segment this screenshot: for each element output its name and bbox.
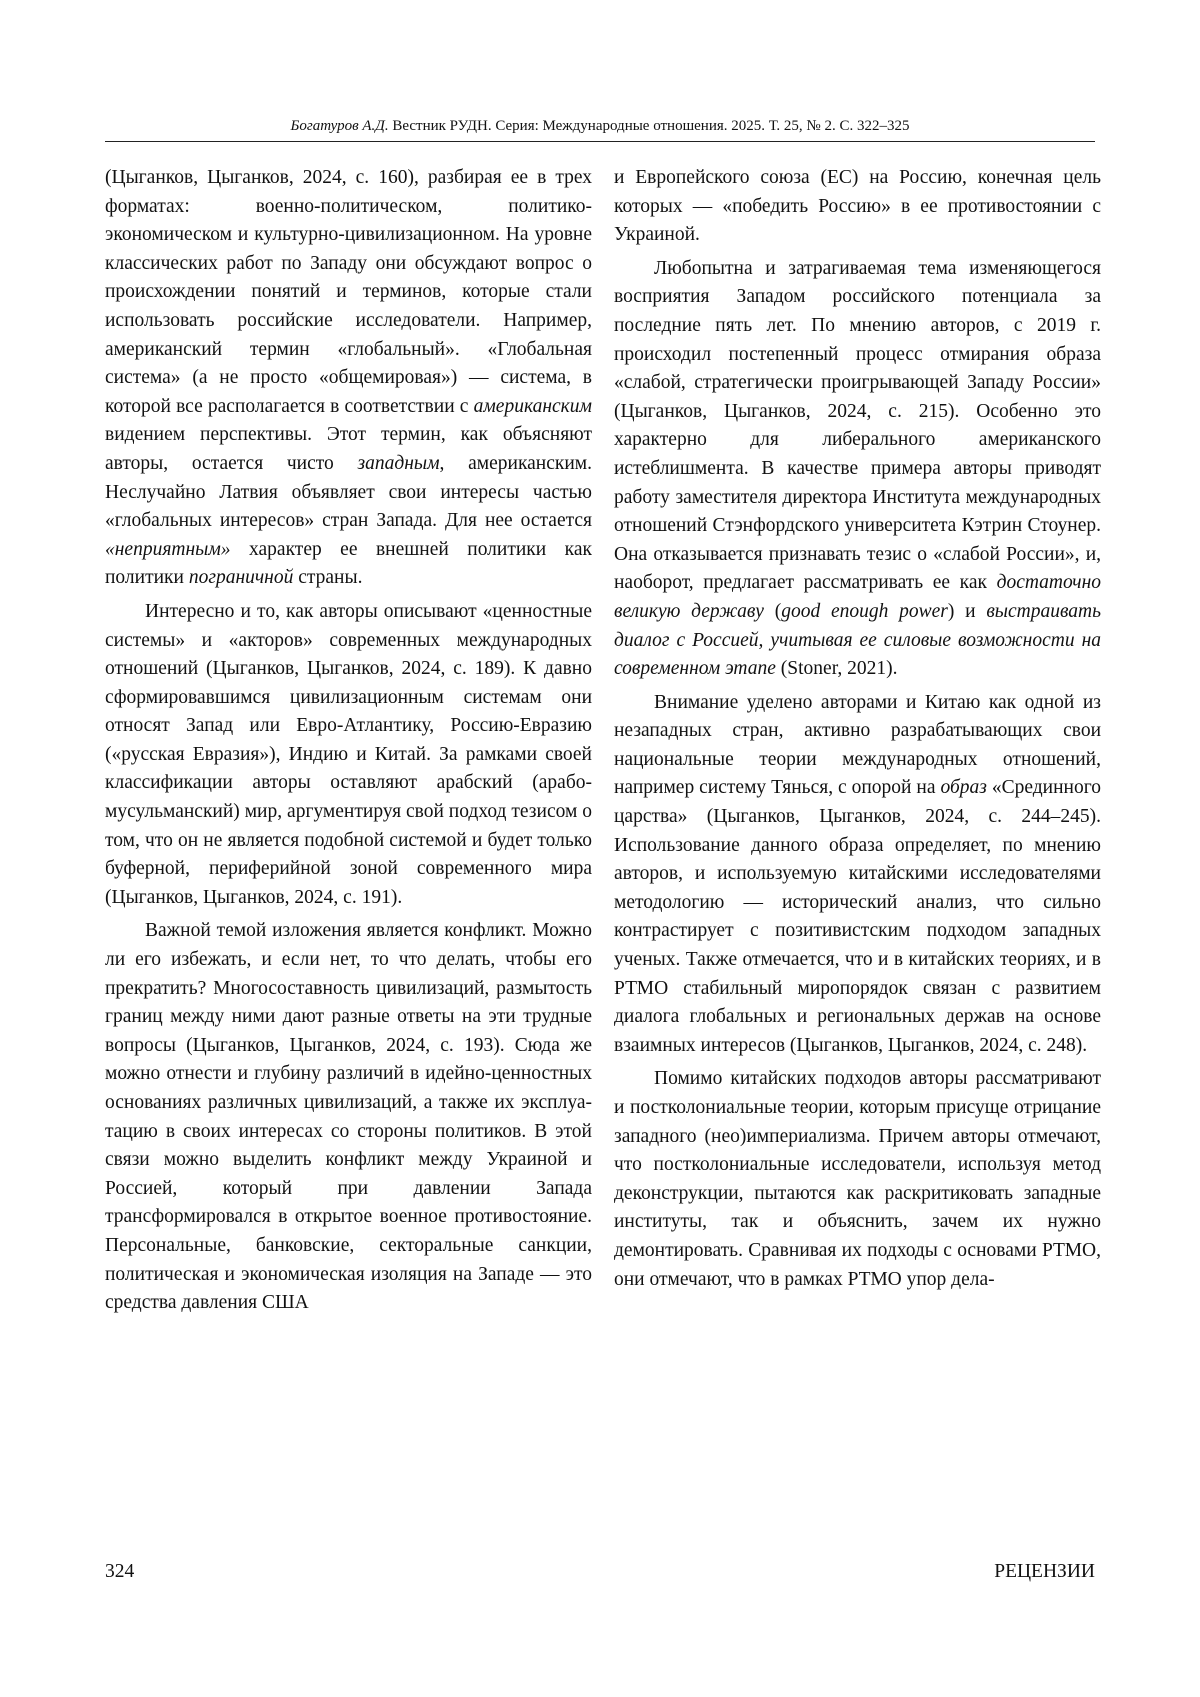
paragraph: (Цыганков, Цыганков, 2024, с. 160), разбирая ее в трех форматах: военно-политическом, политико-экономическом и культурно-цивилизационном. На уровне классических работ по Западу они обсуждают вопрос о происхождении понятий и терминов, которые стали использовать российские исследователи. Например, американский термин «глобальный». «Глобальная система» (а не просто «общемировая») — система, в которой все располагается в соответствии с американским видением перспективы. Этот термин, как объясняют авторы, остается чисто западным, американским. Неслучайно Латвия объявляет свои интересы частью «глобальных интересов» стран Запада. Для нее остается «неприятным» характер ее внешней политики как политики пограничной страны.	[105, 167, 592, 589]
page-number: 324	[105, 1561, 135, 1582]
paragraph: Любопытна и затрагиваемая тема изменяющегося восприятия Западом российского потенциала за последние пять лет. По мнению авторов, с 2019 г. происходил постепенный процесс отмирания образа «слабой, стратегически проигрывающей Западу России» (Цыганков, Цыганков, 2024, с. 215). Особенно это характерно для либерального американского истеблишмента. В качестве примера авторы приводят работу заместителя директора Института международных отношений Стэнфордского университета Кэтрин Стоунер. Она отказывается признавать тезис о «слабой России», и, наоборот, предлагает рассматривать ее как достаточно великую державу (good enough power) и выстраивать диалог с Россией, учитывая ее силовые возможности на современном этапе (Stoner, 2021).	[614, 257, 1102, 680]
paragraph: и Европейского союза (ЕС) на Россию, конечная цель которых — «победить Россию» в ее противостоянии с Украиной.	[614, 167, 1101, 246]
right-column	[614, 164, 1101, 1299]
header-divider	[105, 141, 1095, 142]
left-column	[105, 164, 592, 1323]
paragraph: Важной темой изложения является конфликт. Можно ли его избежать, и если нет, то что делать, чтобы его прекратить? Многосоставность цивилизаций, размытость границ между ними дают разные ответы на эти трудные вопросы (Цыганков, Цыганков, 2024, с. 193). Сюда же можно отнести и глубину различий в идейно-ценностных основаниях различных цивилизаций, а также их эксплуатацию в своих интересах со стороны политиков. В этой связи можно выделить конфликт между Украиной и Россией, который при давлении Запада трансформировался в открытое военное противостояние. Персональные, банковские, секторальные санкции, политическая и экономическая изоляция на Западе — это средства давления США	[105, 920, 592, 1314]
paragraph: Внимание уделено авторами и Китаю как одной из незападных стран, активно разрабатывающих свои национальные теории международных отношений, например систему Тянься, с опорой на образ «Срединного царства» (Цыганков, Цыганков, 2024, с. 244–245). Использование данного образа определяет, по мнению авторов, и используемую китайскими исследователями методологию — исторический анализ, что сильно контрастирует с позитивистским подходом западных ученых. Также отмечается, что и в китайских теориях, и в РТМО стабильный миропорядок связан с развитием диалога глобальных и региональных держав на основе взаимных интересов (Цыганков, Цыганков, 2024, с. 248).	[614, 691, 1101, 1056]
section-label: РЕЦЕНЗИИ	[994, 1561, 1095, 1582]
header-citation: Вестник РУДН. Серия: Международные отношения. 2025. Т. 25, № 2. С. 322–325	[388, 118, 910, 134]
header-authors: Богатуров А.Д.	[290, 118, 389, 134]
running-header	[105, 116, 1095, 136]
paragraph: Интересно и то, как авторы описывают «ценностные системы» и «акторов» современных международных отношений (Цыганков, Цыганков, 2024, с. 189). К давно сформировавшимся цивилизационным системам они относят Запад или Евро-Атлантику, Россию-Евразию («русская Евразия»), Индию и Китай. За рамками своей классификации авторы оставляют арабский (арабо-мусульманский) мир, аргументируя свой подход тезисом о том, что он не является подобной системой и будет только буферной, периферийной зоной современного мира (Цыганков, Цыганков, 2024, с. 191).	[105, 600, 592, 908]
paragraph: Помимо китайских подходов авторы рассматривают и постколониальные теории, которым присуще отрицание западного (нео)империализма. Причем авторы отмечают, что постколониальные исследователи, используя метод деконструкции, пытаются как раскритиковать западные институты, так и объяснить, зачем их нужно демонтировать. Сравнивая их подходы с основами РТМО, они отмечают, что в рамках РТМО упор дела-	[614, 1068, 1101, 1290]
